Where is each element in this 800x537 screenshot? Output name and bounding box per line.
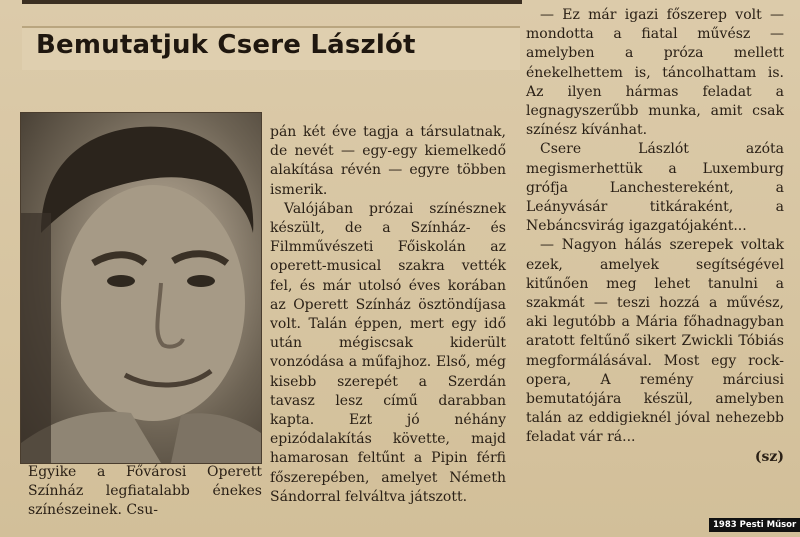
headline-bar (22, 26, 520, 70)
paragraph: — Ez már igazi főszerep volt — mondotta a fiatal művész — amelyben a próza mellett énekelhettem is, táncolhattam is. Az ilyen hármas feladat a legnagyszerűbb munka, amit csak színész kívánhat. (526, 7, 784, 139)
paragraph: Valójában prózai színésznek készült, de a Színház- és Filmművészeti Főiskolán az operett-musical szakra vették fel, és már utolsó éves korában az Operett Színház ösztöndíjasa volt. Talán éppen, mert egy idő után mégiscsak kiderült vonzódása a műfajhoz. Első, még kisebb szerepét a Szerdán tavasz lesz című darabban kapta. Ezt jó néhány epizódalakítás követte, majd hamarosan feltűnt a Pipin férfi főszerepében, amelyet Németh Sándorral felváltva játszott. (270, 200, 506, 505)
article-column-right (526, 6, 784, 467)
headline: Bemutatjuk Csere Lászlót (36, 30, 416, 60)
portrait-image (21, 113, 261, 463)
paragraph: Csere Lászlót azóta megismerhettük a Luxemburg grófja Lanchestereként, a Leányvásár titkáraként, a Nebáncsvirág igazgatójaként... (526, 141, 784, 235)
top-rule (22, 0, 522, 4)
article-column-middle (270, 123, 506, 507)
author-signature: (sz) (754, 448, 784, 465)
paragraph: — Nagyon hálás szerepek voltak ezek, amelyek segítségével kitűnően meg lehet tanulni a szakmát — teszi hozzá a művész, aki legutóbb a Mária főhadnagyban aratott feltűnő sikert Zwickli Tóbiás megformálásával. Most egy rock-opera, A remény márciusi bemutatójára készül, amelyben talán az eddigieknél jóval nehezebb feladat vár rá... (526, 237, 784, 446)
paragraph: pán két éve tagja a társulatnak, de nevét — egy-egy kiemelkedő alakítása révén — egyre többen ismerik. (270, 124, 506, 198)
portrait-photo (20, 112, 262, 464)
source-badge: 1983 Pesti Műsor (709, 518, 800, 532)
photo-caption: Egyike a Fővárosi Operett Színház legfiatalabb énekes színészeinek. Csu- (28, 464, 262, 519)
